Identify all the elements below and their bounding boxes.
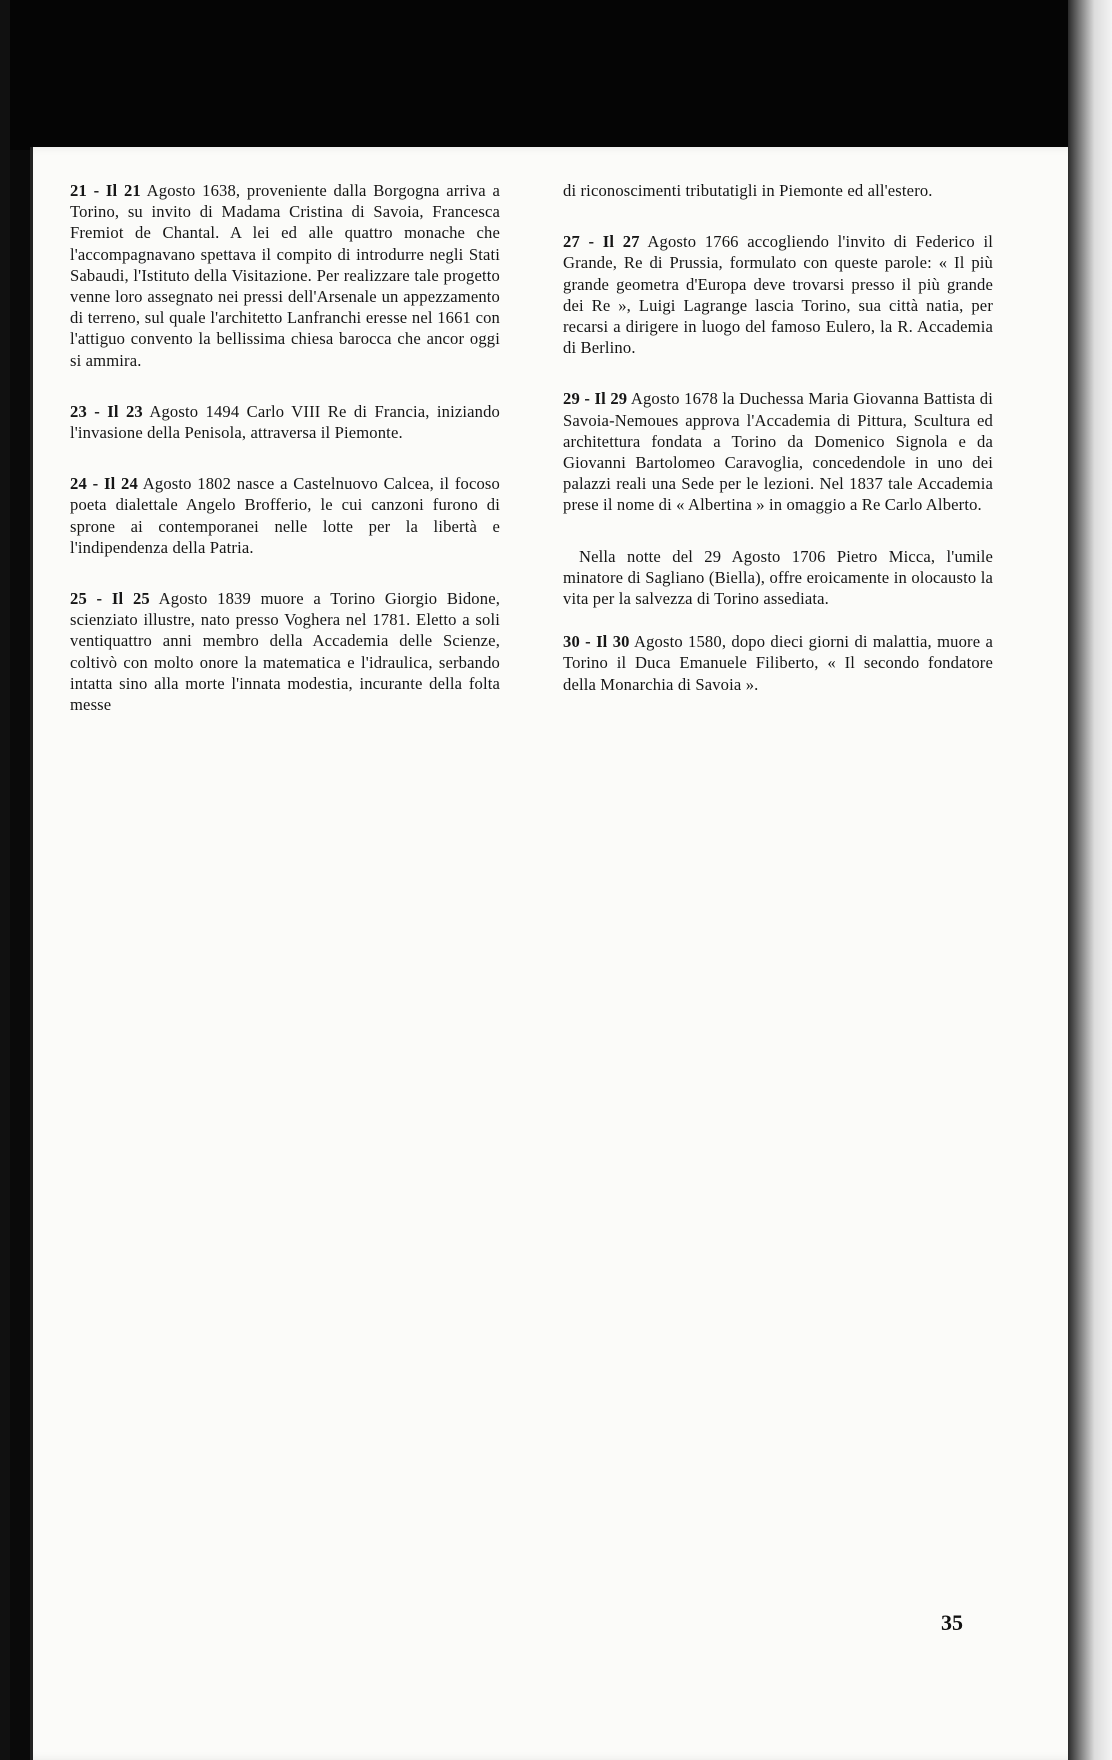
entry-29	[563, 388, 993, 515]
entry-text: Agosto 1839 muore a Torino Giorgio Bidone, scienziato illustre, nato presso Voghera nel 1781. Eletto a soli ventiquattro anni membro della Accademia delle Scienze, coltivò con molto onore la matematica e l'idraulica, serbando intatta sino alla morte l'innata modestia, incurante della folta messe	[70, 589, 501, 715]
entry-date: 21 - Il 21	[70, 181, 141, 200]
entry-text: Agosto 1766 accogliendo l'invito di Federico il Grande, Re di Prussia, formulato con queste parole: « Il più grande geometra d'Europa deve trovarsi presso il più grande dei Re », Luigi Lagrange lascia Torino, sua città natia, per recarsi a dirigere in luogo del famoso Eulero, la R. Accademia di Berlino.	[563, 232, 993, 358]
entry-23	[70, 401, 500, 443]
entry-24	[70, 473, 500, 558]
scan-left-border	[0, 0, 10, 1760]
entry-25-continued	[563, 180, 993, 201]
entry-date: 29 - Il 29	[563, 389, 628, 409]
entry-text: Agosto 1678 la Duchessa Maria Giovanna Battista di Savoia-Nemoues approva l'Accademia di Pittura, Scultura ed architettura fondata a Torino da Domenico Signola e da Giovanni Bartolomeo Caravoglia, concedendole in uno dei palazzi reali una Sede per le lezioni. Nel 1837 tale Accademia prese il nome di « Albertina » in omaggio a Re Carlo Alberto.	[563, 389, 993, 515]
entry-text: di riconoscimenti tributatigli in Piemonte ed all'estero.	[563, 181, 933, 200]
right-column	[563, 180, 993, 725]
entry-text: Agosto 1802 nasce a Castelnuovo Calcea, il focoso poeta dialettale Angelo Brofferio, le cui canzoni furono di sprone ai contemporanei nelle lotte per la libertà e l'indipendenza della Patria.	[70, 474, 500, 557]
entry-25	[70, 588, 500, 715]
entry-text: Agosto 1638, proveniente dalla Borgogna arriva a Torino, su invito di Madama Cristina di Savoia, Francesca Fremiot de Chantal. A lei ed alle quattro monache che l'accompagnavano spettava il compito di introdurre negli Stati Sabaudi, l'Istituto della Visitazione. Per realizzare tale progetto venne loro assegnato nei pressi dell'Arsenale un appezzamento di terreno, sul quale l'architetto Lanfranchi eresse nel 1661 con l'attiguo convento la bellissima chiesa barocca che ancor oggi si ammira.	[70, 181, 501, 370]
entry-date: 27 - Il 27	[563, 232, 640, 252]
entry-27	[563, 231, 993, 358]
entry-date: 30 - Il 30	[563, 632, 630, 652]
entry-date: 23 - Il 23	[70, 401, 143, 421]
left-column	[70, 180, 500, 745]
entry-date: 25 - Il 25	[70, 589, 150, 609]
entry-29-micca	[563, 546, 993, 610]
entry-text: Agosto 1580, dopo dieci giorni di malattia, muore a Torino il Duca Emanuele Filiberto, « Il secondo fondatore della Monarchia di Savoia ».	[563, 632, 993, 694]
page-number: 35	[941, 1610, 963, 1635]
scan-right-edge	[1068, 0, 1112, 1760]
scan-top-border	[0, 0, 1112, 150]
entry-30	[563, 631, 993, 695]
entry-21	[70, 180, 500, 371]
entry-date: 24 - Il 24	[70, 474, 138, 494]
entry-text: Agosto 1494 Carlo VIII Re di Francia, iniziando l'invasione della Penisola, attraversa il Piemonte.	[70, 401, 500, 443]
entry-text: Nella notte del 29 Agosto 1706 Pietro Micca, l'umile minatore di Sagliano (Biella), offre eroicamente in olocausto la vita per la salvezza di Torino assediata.	[563, 546, 993, 609]
